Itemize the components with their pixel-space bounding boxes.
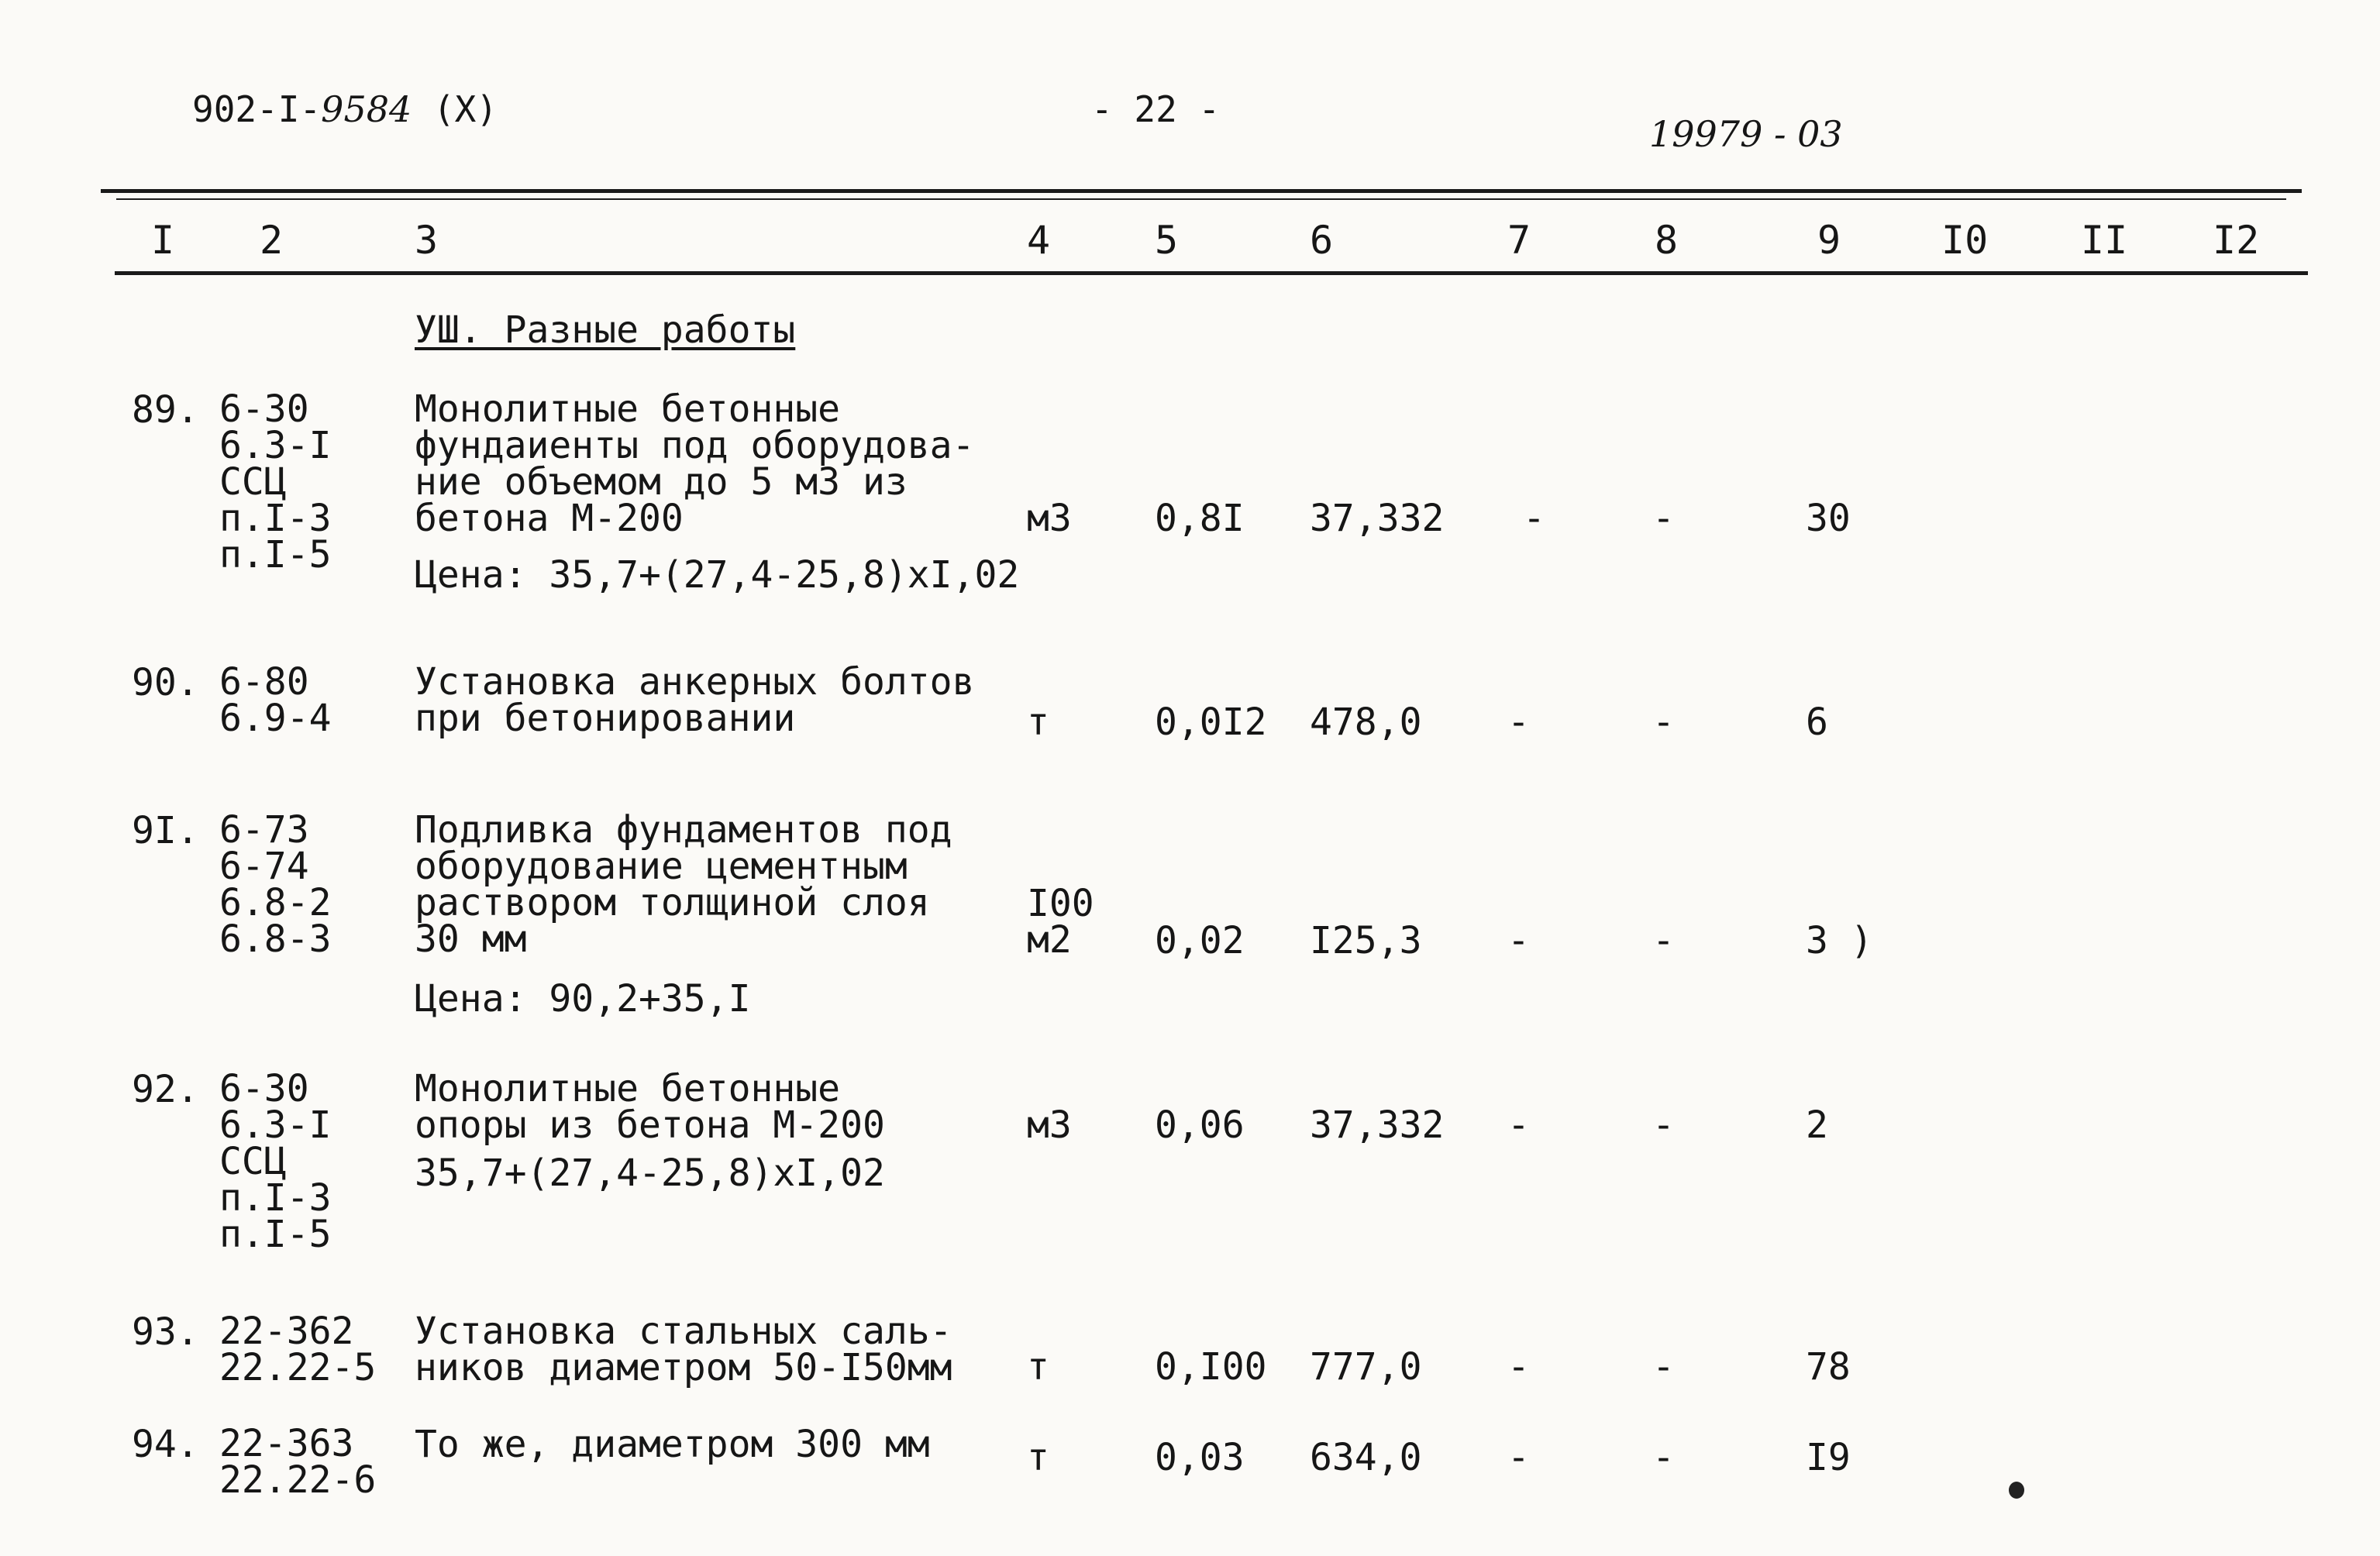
section-title: УШ. Разные работы (415, 308, 796, 352)
row-unit: м3 (1027, 497, 1072, 540)
row-quantity: 0,02 (1155, 919, 1245, 962)
row-unit: I00 м2 (1027, 882, 1094, 962)
row-quantity: 0,03 (1155, 1436, 1245, 1479)
row-col7: - (1507, 1103, 1530, 1147)
column-number-10: I0 (1941, 218, 1989, 263)
row-price: Цена: 90,2+35,I (415, 977, 751, 1021)
column-number-2: 2 (260, 218, 284, 263)
row-col7: - (1507, 919, 1530, 962)
row-col7: - (1507, 1436, 1530, 1479)
row-price: Цена: 35,7+(27,4-25,8)хI,02 (415, 553, 1020, 597)
row-number: 9I. (132, 809, 199, 852)
column-number-12: I2 (2213, 218, 2260, 263)
row-col7: - (1507, 701, 1530, 744)
row-codes: 22-363 22.22-6 (219, 1422, 377, 1502)
row-col8: - (1652, 1345, 1675, 1389)
row-description: Установка стальных саль- ников диаметром 50-I50мм (415, 1310, 952, 1389)
row-quantity: 0,06 (1155, 1103, 1245, 1147)
column-number-4: 4 (1027, 218, 1051, 263)
row-col8: - (1652, 1103, 1675, 1147)
row-unit: т (1027, 701, 1049, 744)
row-col9: 2 (1806, 1103, 1828, 1147)
document-code (192, 88, 498, 130)
row-number: 89. (132, 388, 199, 432)
row-col8: - (1652, 919, 1675, 962)
row-col9: 78 (1806, 1345, 1851, 1389)
row-codes: 6-80 6.9-4 (219, 660, 332, 740)
handwritten-number: 19979 - 03 (1649, 113, 1843, 155)
row-quantity: 0,I00 (1155, 1345, 1267, 1389)
row-cost: 478,0 (1310, 701, 1422, 744)
row-description: Монолитные бетонные опоры из бетона М-200 (415, 1067, 885, 1147)
row-number: 92. (132, 1068, 199, 1111)
ink-dot (2009, 1482, 2024, 1499)
document-code-prefix: 902-I- (192, 88, 322, 130)
row-description: Монолитные бетонные фундаиенты под оборудова- ние объемом до 5 м3 из бетона М-200 (415, 387, 975, 540)
row-price: 35,7+(27,4-25,8)хI,02 (415, 1152, 885, 1195)
column-number-3: 3 (415, 218, 439, 263)
row-col9: 30 (1806, 497, 1851, 540)
document-code-handwritten: 9584 (321, 88, 412, 130)
row-number: 93. (132, 1310, 199, 1354)
column-number-1: I (151, 218, 175, 263)
column-number-6: 6 (1310, 218, 1334, 263)
column-number-9: 9 (1817, 218, 1841, 263)
row-col7: - (1507, 1345, 1530, 1389)
row-col9: 6 (1806, 701, 1828, 744)
row-cost: 37,332 (1310, 1103, 1445, 1147)
row-cost: 37,332 (1310, 497, 1445, 540)
row-codes: 6-73 6-74 6.8-2 6.8-3 (219, 808, 332, 961)
row-description: Подливка фундаментов под оборудование цементным раствором толщиной слоя 30 мм (415, 808, 952, 961)
row-col9: I9 (1806, 1436, 1851, 1479)
row-unit: т (1027, 1436, 1049, 1479)
row-quantity: 0,0I2 (1155, 701, 1267, 744)
row-codes: 6-30 6.3-I ССЦ п.I-3 п.I-5 (219, 1067, 332, 1256)
header-rule-top (101, 189, 2302, 193)
column-number-7: 7 (1507, 218, 1531, 263)
row-number: 90. (132, 661, 199, 704)
row-cost: I25,3 (1310, 919, 1422, 962)
row-col8: - (1652, 1436, 1675, 1479)
row-codes: 22-362 22.22-5 (219, 1310, 377, 1389)
row-number: 94. (132, 1423, 199, 1466)
row-col7: - (1523, 497, 1545, 540)
row-quantity: 0,8I (1155, 497, 1245, 540)
row-cost: 777,0 (1310, 1345, 1422, 1389)
row-col8: - (1652, 497, 1675, 540)
document-code-suffix: (X) (412, 88, 498, 130)
row-description: То же, диаметром 300 мм (415, 1423, 930, 1466)
row-codes: 6-30 6.3-I ССЦ п.I-3 п.I-5 (219, 387, 332, 577)
row-unit: т (1027, 1345, 1049, 1389)
row-col8: - (1652, 701, 1675, 744)
column-number-8: 8 (1655, 218, 1679, 263)
header-rule-bottom (115, 271, 2308, 275)
row-unit: м3 (1027, 1103, 1072, 1147)
column-number-5: 5 (1155, 218, 1179, 263)
row-description: Установка анкерных болтов при бетонировании (415, 660, 975, 740)
page-number: - 22 - (1091, 88, 1221, 130)
row-col9: 3 ) (1806, 919, 1873, 962)
row-cost: 634,0 (1310, 1436, 1422, 1479)
header-rule-thin (116, 198, 2286, 200)
column-number-11: II (2081, 218, 2128, 263)
